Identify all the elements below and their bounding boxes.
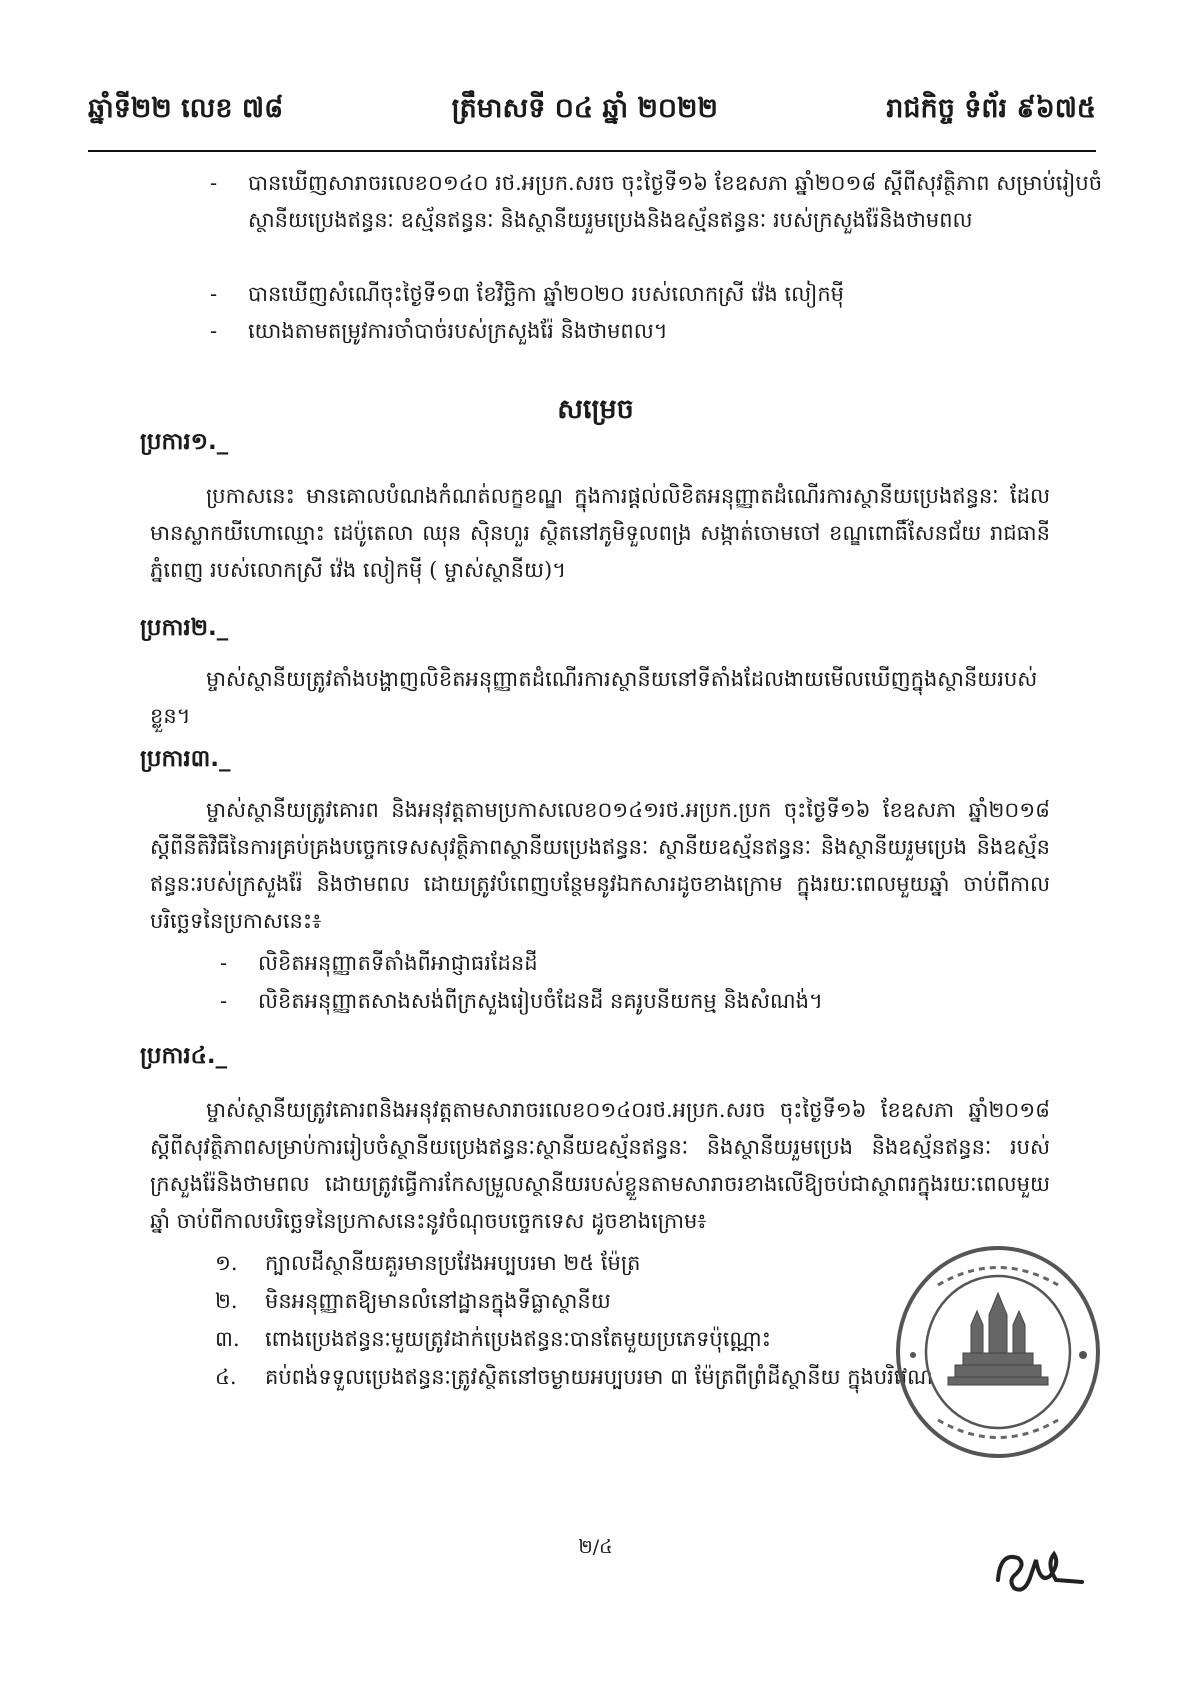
article-heading: ប្រការ៤._: [140, 1043, 228, 1069]
decision-title: សម្រេច: [557, 394, 634, 425]
article-heading: ប្រការ២._: [140, 615, 229, 641]
article-paragraph: ម្ចាស់ស្ថានីយត្រូវគោរព និងអនុវត្តតាមប្រកាសលេខ០១៤១រថ.អប្រក.ប្រក ចុះថ្ងៃទី១៦ ខែឧសភា ឆ្នាំ២០១៨ ស្ដីពីនីតិវិធីនៃការគ្រប់គ្រងបច្ចេកទេសសុវត្ថិភាពស្ថានីយប្រេងឥន្ធនៈ ស្ថានីយឧស្ម័នឥន្ធនៈ និងស្ថានីយរួមប្រេង និងឧស្ម័នឥន្ធនៈរបស់ក្រសួងរ៉ែ និងថាមពល ដោយត្រូវបំពេញបន្ថែមនូវឯកសារដូចខាងក្រោម ក្នុងរយៈពេលមួយឆ្នាំ ចាប់ពីកាលបរិច្ឆេទនៃប្រកាសនេះ៖: [150, 798, 1050, 933]
article-heading: ប្រការ១._: [140, 429, 229, 455]
technical-point: ៤. គប់ពង់ទទួលប្រេងឥន្ធនៈត្រូវស្ថិតនៅចម្ងាយអប្បបរមា ៣ ម៉ែត្រពីព្រំដីស្ថានីយ ក្នុងបរិវេណ: [215, 1365, 933, 1389]
article-paragraph: ម្ចាស់ស្ថានីយត្រូវគោរពនិងអនុវត្តតាមសារាចរលេខ០១៤០រថ.អប្រក.សរច ចុះថ្ងៃទី១៦ ខែឧសភា ឆ្នាំ២០១៨ ស្ដីពីសុវត្ថិភាពសម្រាប់ការរៀបចំស្ថានីយប្រេងឥន្ធនៈស្ថានីយឧស្ម័នឥន្ធនៈ និងស្ថានីយរួមប្រេង និងឧស្ម័នឥន្ធនៈ របស់ក្រសួងរ៉ែនិងថាមពល ដោយត្រូវធ្វើការកែសម្រួលស្ថានីយរបស់ខ្លួនតាមសារាចរខាងលើឱ្យចប់ជាស្ថាពរក្នុងរយៈពេលមួយឆ្នាំ ចាប់ពីកាលបរិច្ឆេទនៃប្រកាសនេះនូវចំណុចបច្ចេកទេស ដូចខាងក្រោម៖: [150, 1098, 1050, 1233]
article-paragraph: ម្ចាស់ស្ថានីយត្រូវតាំងបង្ហាញលិខិតអនុញ្ញាតដំណើរការស្ថានីយនៅទីតាំងដែលងាយមើលឃើញក្នុងស្ថានីយរបស់ខ្លួន។: [150, 667, 1038, 728]
document-list-item: - លិខិតអនុញ្ញាតទីតាំងពីអាជ្ញាធរដែនដី: [220, 951, 538, 975]
ministry-seal-icon: [893, 1245, 1103, 1460]
article-heading: ប្រការ៣._: [140, 746, 231, 772]
header-issue: ឆ្នាំទី២២ លេខ ៧៨: [88, 93, 284, 124]
header-page: រាជកិច្ច ទំព័រ ៩៦៧៥: [886, 93, 1096, 124]
technical-point: ៣. ពោងប្រេងឥន្ធនៈមួយត្រូវដាក់ប្រេងឥន្ធនៈបានតែមួយប្រភេទប៉ុណ្ណោះ: [215, 1327, 771, 1351]
document-list-item: - លិខិតអនុញ្ញាតសាងសង់ពីក្រសួងរៀបចំដែនដី នគរូបនីយកម្ម និងសំណង់។: [220, 989, 823, 1013]
gazette-header: [88, 92, 1096, 131]
header-rule: [88, 150, 1096, 152]
preamble-item: - យោងតាមតម្រូវការចាំបាច់របស់ក្រសួងរ៉ែ និងថាមពល។: [210, 319, 668, 343]
header-quarter: ត្រឹមាសទី ០៤ ឆ្នាំ ២០២២: [451, 93, 718, 124]
technical-point: ២. មិនអនុញ្ញាតឱ្យមានលំនៅដ្ឋានក្នុងទីធ្លាស្ថានីយ: [215, 1289, 611, 1313]
page-number: ២/៤: [578, 1536, 613, 1558]
article-paragraph: ប្រកាសនេះ មានគោលបំណងកំណត់លក្ខខណ្ឌ ក្នុងការផ្តល់លិខិតអនុញ្ញាតដំណើរការស្ថានីយប្រេងឥន្ធនៈ ដែលមានស្លាកយីហោឈ្មោះ ដេប៉ូតេលា ឈុន ស៊ិនហួរ ស្ថិតនៅភូមិទួលពង្រ សង្កាត់ចោមចៅ ខណ្ឌពោធិ៍សែនជ័យ រាជធានីភ្នំពេញ របស់លោកស្រី វ៉េង លៀកម៉ី ( ម្ចាស់ស្ថានីយ)។: [150, 484, 1050, 582]
preamble-item: - បានឃើញសំណើចុះថ្ងៃទី១៣ ខែវិច្ឆិកា ឆ្នាំ២០២០ របស់លោកស្រី វ៉េង លៀកម៉ី: [210, 282, 845, 306]
technical-point: ១. ក្បាលដីស្ថានីយគួរមានប្រវែងអប្បបរមា ២៥ ម៉ែត្រ: [215, 1251, 641, 1275]
preamble-item: - បានឃើញសារាចរលេខ០១៤០ រថ.អប្រក.សរច ចុះថ្ងៃទី១៦ ខែឧសភា ឆ្នាំ២០១៨ ស្ដីពីសុវត្ថិភាព សម្រាប់រៀបចំស្ថានីយប្រេងឥន្ធនៈ ឧស្ម័នឥន្ធនៈ និងស្ថានីយរួមប្រេងនិងឧស្ម័នឥន្ធនៈ របស់ក្រសួងរ៉ែនិងថាមពល: [210, 171, 1103, 232]
